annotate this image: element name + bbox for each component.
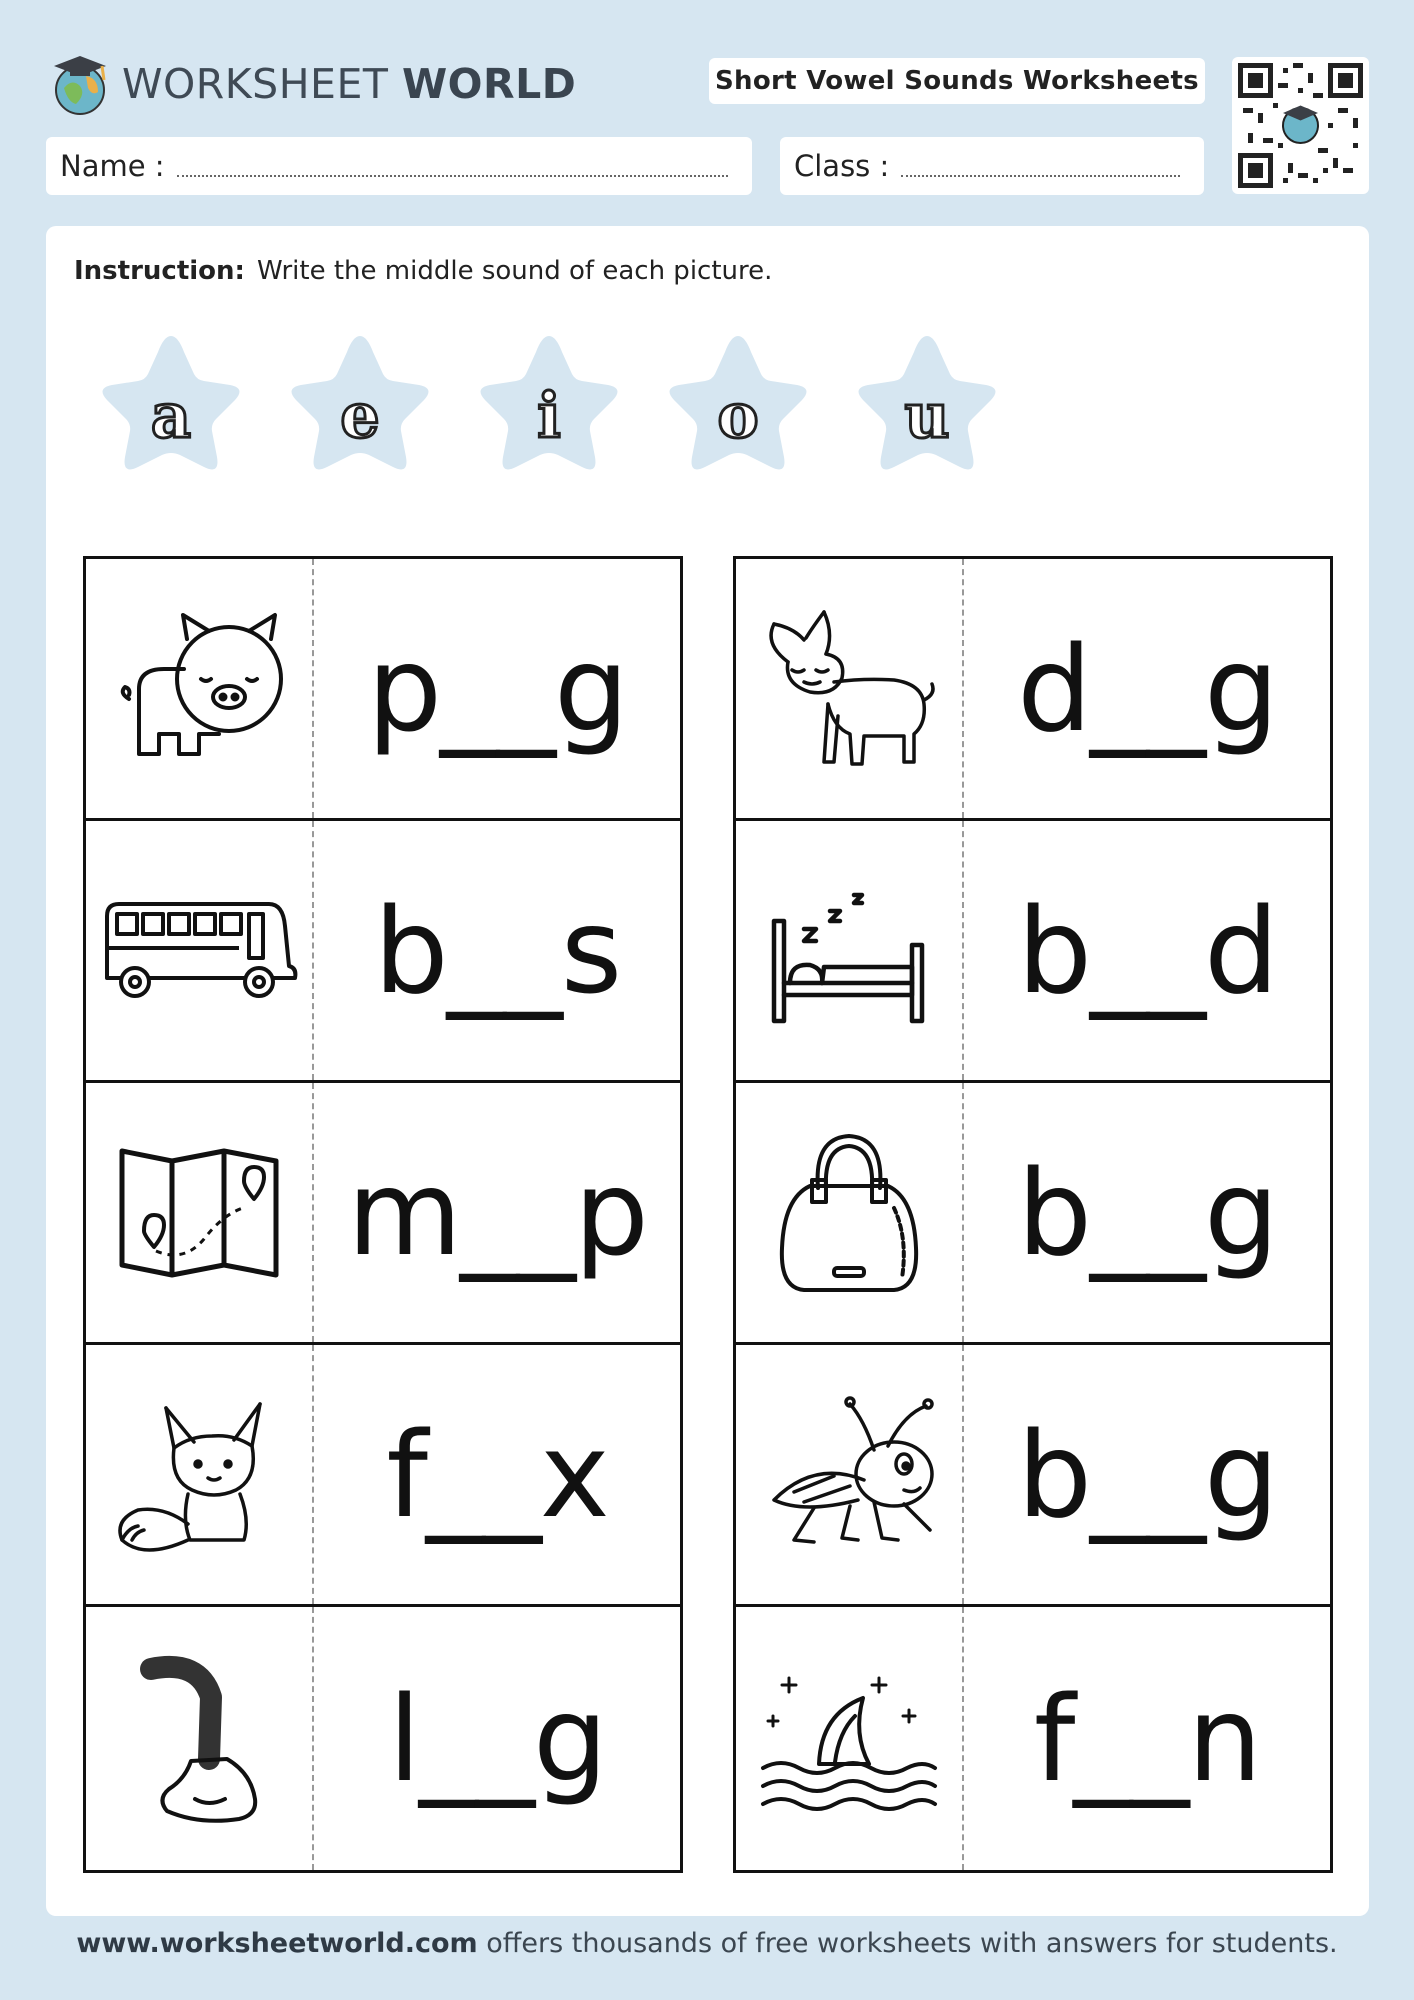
word-bed: b__d — [1017, 881, 1277, 1020]
pig-icon — [109, 609, 289, 769]
word-fox: f__x — [386, 1405, 608, 1544]
name-line[interactable] — [177, 155, 728, 177]
word-bus: b__s — [373, 881, 621, 1020]
word-bug: b__g — [1017, 1405, 1277, 1544]
bus-picture — [86, 821, 314, 1080]
word-leg: l__g — [388, 1669, 606, 1808]
word-map: m__p — [347, 1143, 647, 1282]
footer-link[interactable]: www.worksheetworld.com — [76, 1928, 478, 1959]
left-word-grid — [83, 556, 683, 1873]
bug-icon — [754, 1390, 944, 1560]
word-row — [86, 1083, 680, 1345]
leg-picture — [86, 1607, 314, 1870]
word-fin: f__n — [1033, 1669, 1261, 1808]
pig-picture — [86, 559, 314, 818]
name-field[interactable] — [46, 137, 752, 195]
word-row — [736, 1345, 1330, 1607]
right-word-grid — [733, 556, 1333, 1873]
fox-icon — [104, 1390, 294, 1560]
bag-icon — [774, 1128, 924, 1298]
class-field[interactable] — [780, 137, 1204, 195]
word-row — [86, 1607, 680, 1870]
word-pig: p__g — [367, 619, 627, 758]
brand-wordmark: WORKSHEET WORLD — [122, 60, 577, 108]
vowel-a: a — [150, 378, 192, 452]
word-row — [86, 559, 680, 821]
fin-picture — [736, 1607, 964, 1870]
map-picture — [86, 1083, 314, 1342]
word-bag: b__g — [1017, 1143, 1277, 1282]
worksheet-title: Short Vowel Sounds Worksheets — [709, 58, 1205, 104]
qr-code — [1232, 57, 1369, 194]
vowel-u: u — [904, 378, 950, 452]
bug-picture — [736, 1345, 964, 1604]
vowel-star-e — [279, 330, 441, 488]
bag-picture — [736, 1083, 964, 1342]
vowel-star-a — [90, 330, 252, 488]
vowel-star-i — [468, 330, 630, 488]
vowel-star-o — [657, 330, 819, 488]
name-label: Name : — [60, 149, 165, 183]
brand-logo — [46, 48, 576, 120]
class-label: Class : — [794, 149, 890, 183]
dog-icon — [754, 604, 944, 774]
word-row — [736, 1607, 1330, 1870]
map-icon — [114, 1143, 284, 1283]
word-row — [736, 1083, 1330, 1345]
vowel-o: o — [717, 378, 759, 452]
word-row — [86, 821, 680, 1083]
dog-picture — [736, 559, 964, 818]
bed-picture — [736, 821, 964, 1080]
footer-text: offers thousands of free worksheets with answers for students. — [477, 1928, 1338, 1959]
word-row — [86, 1345, 680, 1607]
word-dog: d__g — [1017, 619, 1277, 758]
instruction — [74, 256, 772, 286]
leg-icon — [129, 1649, 269, 1829]
vowel-stars — [90, 330, 1035, 488]
vowel-e: e — [340, 378, 380, 452]
bus-icon — [99, 896, 299, 1006]
vowel-i: i — [537, 378, 561, 452]
vowel-star-u — [846, 330, 1008, 488]
fin-icon — [759, 1664, 939, 1814]
word-row — [736, 559, 1330, 821]
footer — [0, 1928, 1414, 1959]
fox-picture — [86, 1345, 314, 1604]
bed-icon — [764, 871, 934, 1031]
instruction-label: Instruction: — [74, 256, 245, 286]
class-line[interactable] — [901, 155, 1180, 177]
globe-mascot-icon — [46, 48, 114, 120]
word-row — [736, 821, 1330, 1083]
instruction-text: Write the middle sound of each picture. — [256, 256, 773, 286]
